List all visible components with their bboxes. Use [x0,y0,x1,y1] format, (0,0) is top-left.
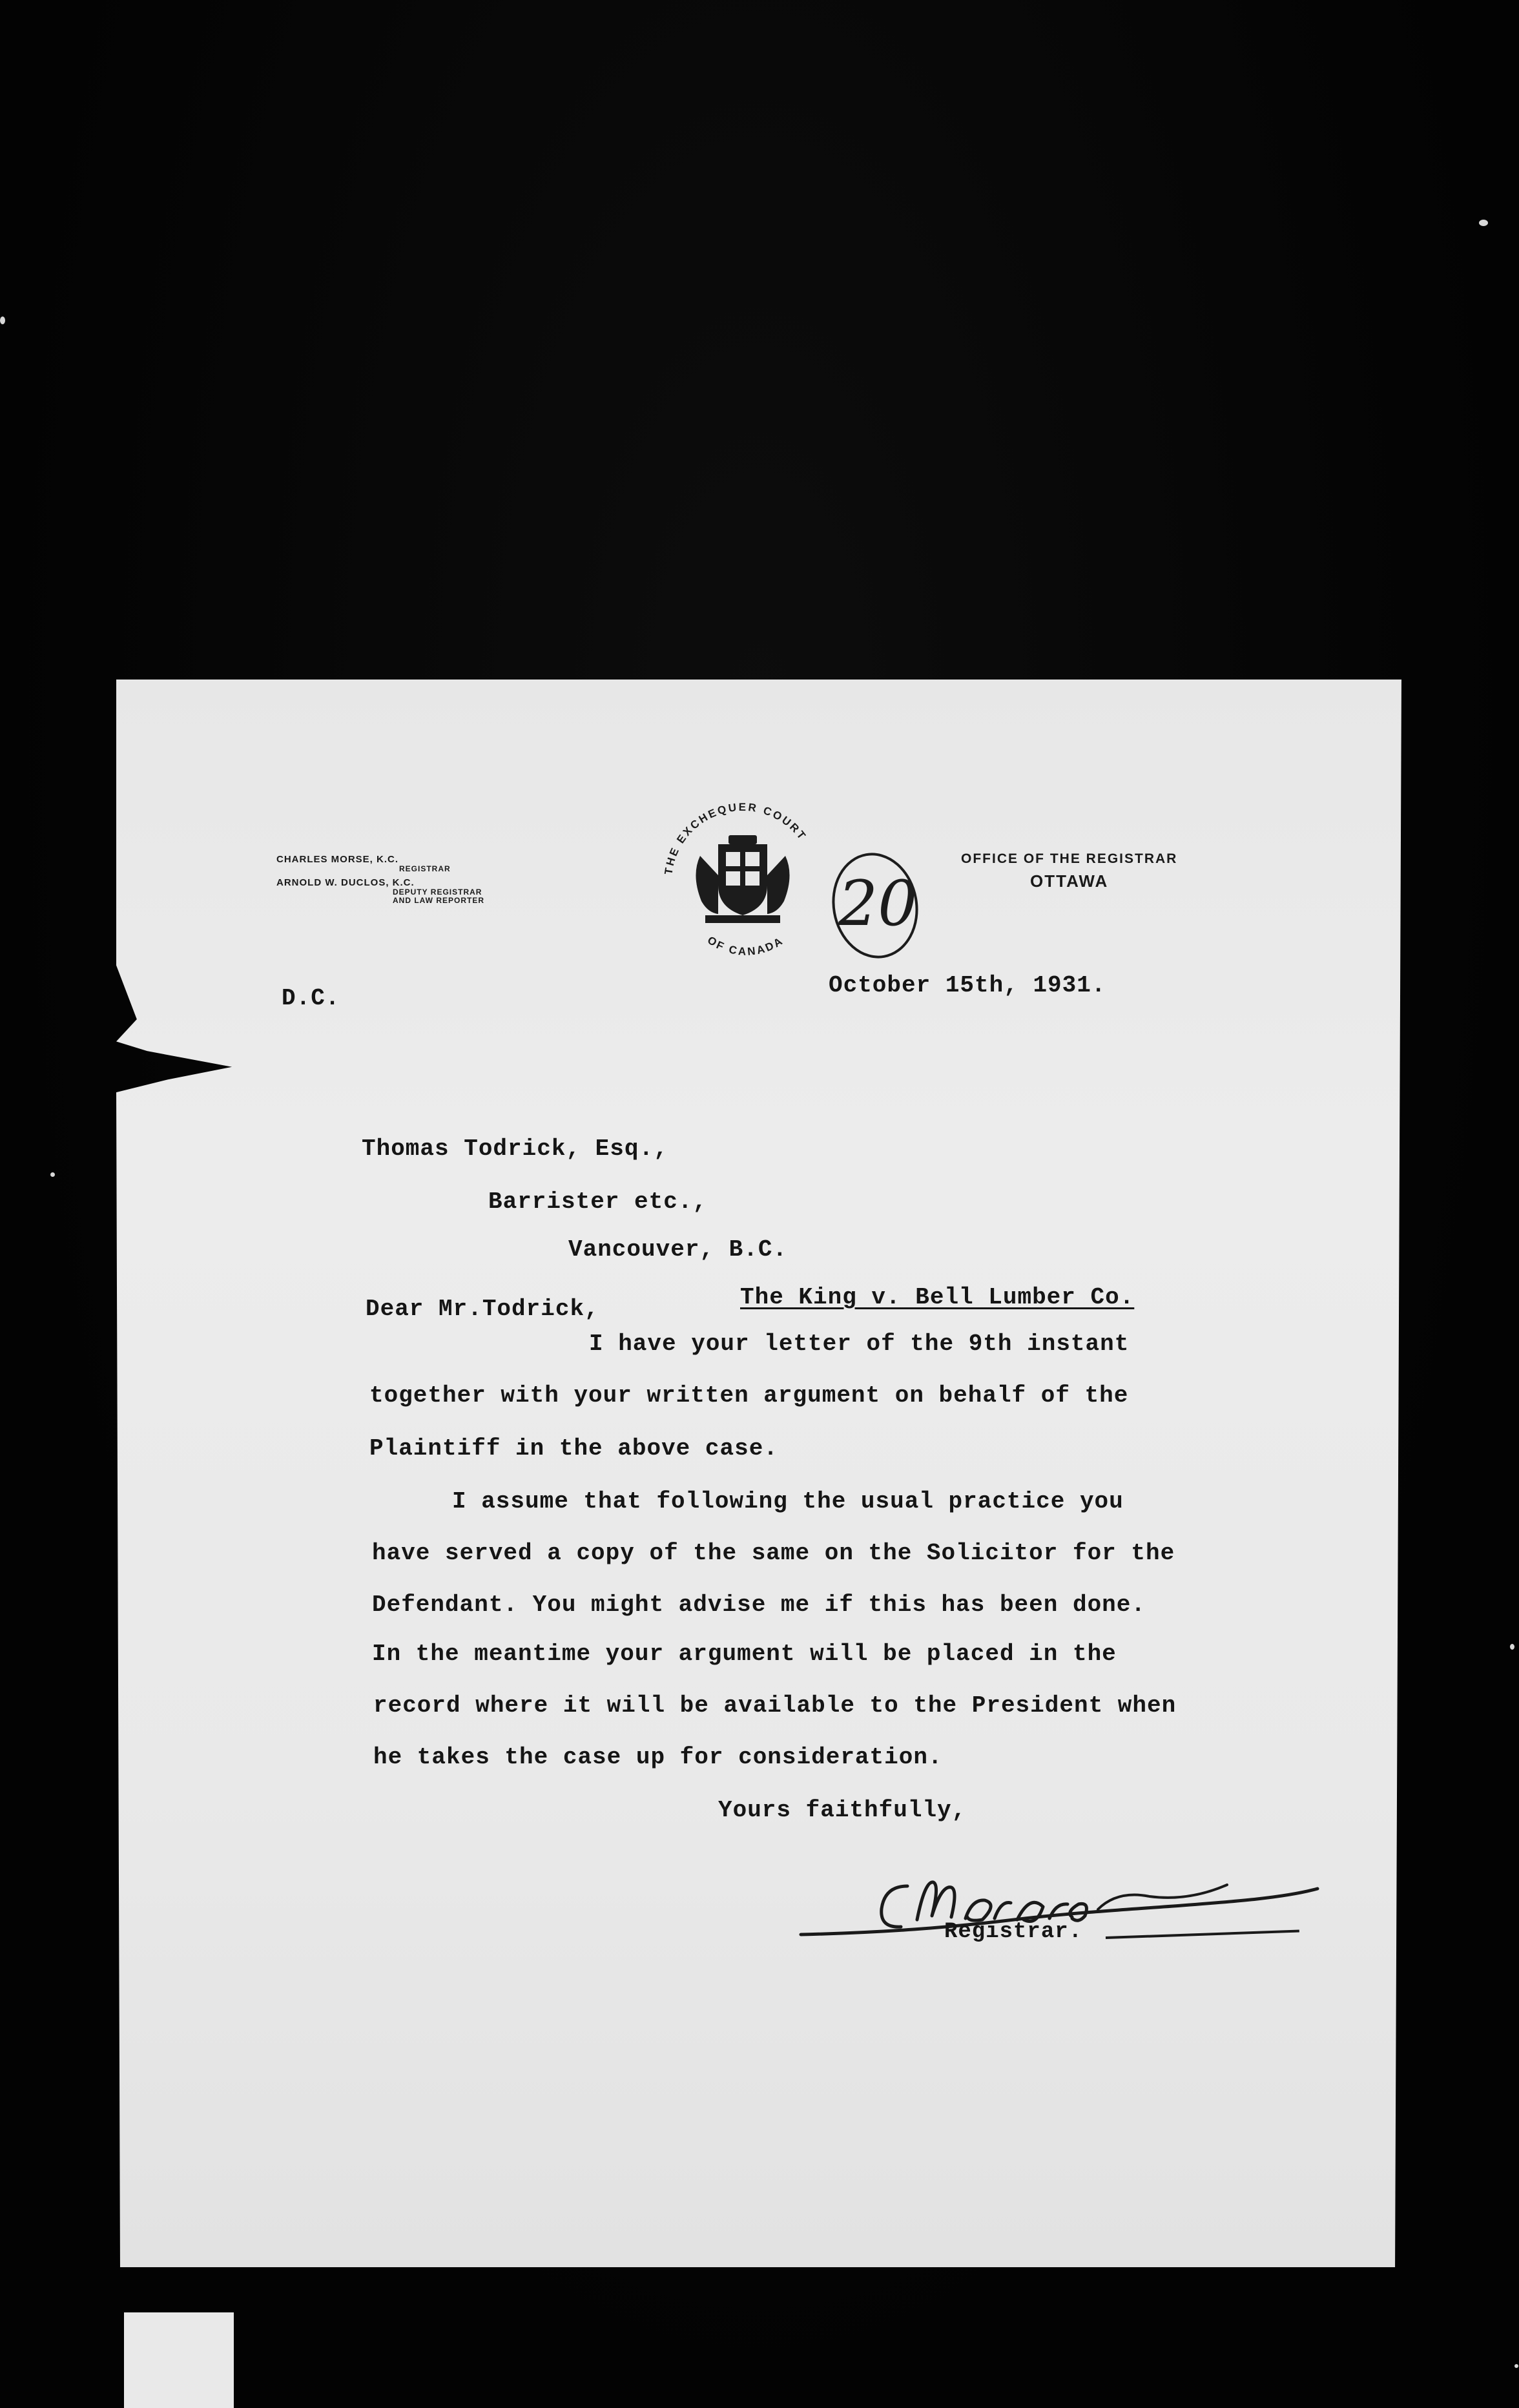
seal-arc-top: THE EXCHEQUER COURT [662,800,809,876]
registrar-title: REGISTRAR [399,864,451,873]
body-line: I have your letter of the 9th instant [589,1331,1130,1357]
addressee-name: Thomas Todrick, Esq., [362,1136,668,1162]
deputy-registrar-name: ARNOLD W. DUCLOS, K.C. [276,877,415,888]
file-number: 20 [838,867,918,940]
deputy-title-2: AND LAW REPORTER [393,896,484,905]
salutation: Dear Mr.Todrick, [366,1296,599,1322]
dust-speck [50,1172,55,1177]
addressee-city: Vancouver, B.C. [568,1236,788,1263]
dust-speck [1510,1644,1514,1650]
dust-speck [1514,2364,1518,2368]
registrar-name: CHARLES MORSE, K.C. [276,854,399,865]
letterhead-left [276,854,484,905]
file-number-mark [820,846,930,962]
office-name: OFFICE OF THE REGISTRAR [961,851,1178,866]
case-title: The King v. Bell Lumber Co. [740,1284,1135,1311]
court-seal-icon [646,772,840,972]
office-city: OTTAWA [1030,871,1109,891]
body-line: In the meantime your argument will be placed in the [372,1641,1117,1667]
addressee-title: Barrister etc., [488,1188,708,1215]
deputy-title-1: DEPUTY REGISTRAR [393,887,482,897]
body-line: he takes the case up for consideration. [373,1744,943,1770]
paper-corner [124,2312,234,2408]
closing: Yours faithfully, [718,1797,967,1823]
body-line: Plaintiff in the above case. [369,1435,778,1462]
seal-arc-bottom: OF CANADA [705,933,787,958]
body-line: record where it will be available to the President when [373,1692,1177,1719]
signer-title: Registrar. [944,1920,1083,1944]
body-line: have served a copy of the same on the Solicitor for the [372,1540,1175,1566]
dust-speck [0,317,5,324]
dust-speck [1479,220,1488,226]
letter-date: October 15th, 1931. [829,972,1106,999]
body-line: I assume that following the usual practice you [452,1488,1124,1515]
letterhead-right [961,849,1177,893]
reference-initials: D.C. [282,985,340,1012]
body-line: together with your written argument on behalf of the [369,1382,1129,1409]
body-line: Defendant. You might advise me if this has been done. [372,1592,1146,1618]
